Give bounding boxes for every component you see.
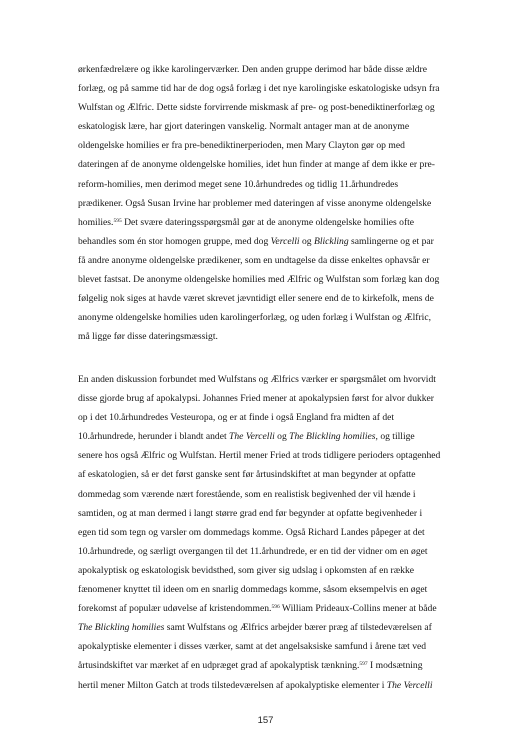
text-run: forekomst af populær udøvelse af kristendommen. xyxy=(78,603,272,615)
text-line xyxy=(78,618,476,637)
text-run: op i det 10.århundredes Vesteuropa, og er at finde i også England fra midten af det xyxy=(78,412,395,424)
text-line xyxy=(78,446,476,465)
paragraph-dating-homilies xyxy=(78,60,476,346)
text-line xyxy=(78,656,476,675)
text-line xyxy=(78,599,476,618)
text-line xyxy=(78,327,476,346)
text-run: årtusindskiftet var mærket af en udpræget grad af apokalyptisk tænkning. xyxy=(78,660,360,672)
text-run: homilies. xyxy=(78,216,114,228)
text-run: og xyxy=(299,235,314,247)
text-line xyxy=(78,79,476,98)
italic-title: Vercelli xyxy=(270,235,300,247)
text-run: eskatologisk lære, har gjort dateringen vanskelig. Normalt antager man at de anonyme xyxy=(78,121,410,133)
text-line xyxy=(78,60,476,79)
text-run: prædikener. Også Susan Irvine har problemer med dateringen af visse anonyme oldengelske xyxy=(78,197,432,209)
text-run: egen tid som tegn og varsler om dommedags komme. Også Richard Landes påpeger at det xyxy=(78,526,425,538)
text-line xyxy=(78,194,476,213)
text-run: og xyxy=(274,431,290,443)
text-run: Det svære dateringsspørgsmål gør at de anonyme oldengelske homilies ofte xyxy=(121,216,415,228)
italic-title: The Vercelli xyxy=(386,679,433,691)
paragraph-apocalypse-discussion xyxy=(78,370,476,695)
text-run: I modsætning xyxy=(367,660,423,672)
text-run: senere hos også Ælfric og Wulfstan. Hertil mener Fried at trods tidligere perioders optagenhed xyxy=(78,450,441,462)
text-run: disse gjorde brug af apokalypsi. Johannes Fried mener at apokalypsien først for alvor dukker xyxy=(78,393,434,405)
text-line xyxy=(78,580,476,599)
text-line xyxy=(78,637,476,656)
text-run: apokalyptiske elementer i disses værker, samt at det angelsaksiske samfund i årene tæt ved xyxy=(78,641,427,653)
footnote-reference: 597 xyxy=(359,661,368,668)
text-run: hertil mener Milton Gatch at trods tilstedeværelsen af apokalyptiske elementer i xyxy=(78,679,387,691)
text-run: samlingerne og et par xyxy=(348,235,434,247)
text-run: Wulfstan og Ælfric. Dette sidste forvirrende miskmask af pre- og post-benediktinerforlæg og xyxy=(78,102,435,114)
text-run: dommedag som værende nært forestående, som en realistisk begivenhed der vil hænde i xyxy=(78,488,416,500)
text-line xyxy=(78,485,476,504)
text-line xyxy=(78,270,476,289)
text-run: forlæg, og på samme tid har de dog også forlæg i det nye karolingiske eskatologiske udsyn fra xyxy=(78,83,440,95)
text-run: fænomener knyttet til ideen om en snarlig dommedags komme, såsom eksempelvis en øget xyxy=(78,584,428,596)
text-line xyxy=(78,251,476,270)
text-run: ørkenfædrelære og ikke karolingerværker. Den anden gruppe derimod har både disse ældre xyxy=(78,64,427,75)
text-run: må ligge før disse dateringsmæssigt. xyxy=(78,331,218,343)
text-run: dateringen af de anonyme oldengelske homilies, idet hun finder at mange af dem ikke er pre- xyxy=(78,159,435,171)
text-run: blevet fastsat. De anonyme oldengelske homilies med Ælfric og Wulfstan som forlæg kan dog xyxy=(78,274,440,286)
text-line xyxy=(78,370,476,389)
text-run: apokalyptisk og eskatologisk bevidsthed, som giver sig udslag i opkomsten af en række xyxy=(78,564,415,576)
text-run: William Prideaux-Collins mener at både xyxy=(279,603,437,615)
text-line xyxy=(78,155,476,174)
text-line xyxy=(78,408,476,427)
text-line xyxy=(78,427,476,446)
text-run: reform-homilies, men derimod meget sene 10.århundredes og tidlig 11.århundredes xyxy=(78,178,399,190)
text-run: behandles som én stor homogen gruppe, med dog xyxy=(78,235,271,247)
text-run: 10.århundrede, herunder i blandt andet xyxy=(78,431,230,443)
text-line xyxy=(78,117,476,136)
text-run: anonyme oldengelske homilies uden karolingerforlæg, og uden forlæg i Wulfstan og Ælfric, xyxy=(78,312,432,324)
footnote-reference: 595 xyxy=(113,217,122,224)
text-run: få andre anonyme oldengelske prædikener, som en undtagelse da disse enkeltes ophavsår er xyxy=(78,254,430,266)
footnote-reference: 596 xyxy=(271,604,280,611)
text-run: , og tillige xyxy=(375,431,415,443)
text-line xyxy=(78,389,476,408)
text-line xyxy=(78,98,476,117)
text-line xyxy=(78,523,476,542)
text-run: følgelig nok siges at havde været skrevet jævntidigt eller senere end de to kirkefolk, mens de xyxy=(78,293,434,305)
text-run: af eskatologien, så er det først ganske sent før årtusindskiftet at man begynder at opfatte xyxy=(78,469,416,481)
text-line xyxy=(78,542,476,561)
italic-title: Blickling xyxy=(313,235,349,247)
italic-title: The Blickling homilies xyxy=(78,622,165,634)
text-line xyxy=(78,289,476,308)
page-number: 157 xyxy=(257,715,274,726)
text-line xyxy=(78,561,476,580)
text-run: samtiden, og at man dermed i langt større grad end før begynder at opfatte begivenheder i xyxy=(78,507,423,519)
text-run: En anden diskussion forbundet med Wulfstans og Ælfrics værker er spørgsmålet om hvorvidt xyxy=(78,374,436,385)
text-line xyxy=(78,504,476,523)
text-run: samt Wulfstans og Ælfrics arbejder bærer præg af tilstedeværelsen af xyxy=(164,622,432,634)
text-line xyxy=(78,232,476,251)
text-line xyxy=(78,175,476,194)
text-run: 10.århundrede, og særligt overgangen til det 11.århundrede, er en tid der vidner om en øget xyxy=(78,545,428,557)
text-line xyxy=(78,465,476,484)
text-line xyxy=(78,308,476,327)
text-line xyxy=(78,676,476,695)
text-line xyxy=(78,136,476,155)
italic-title: The Blickling homilies xyxy=(289,431,376,443)
text-line xyxy=(78,213,476,232)
italic-title: The Vercelli xyxy=(229,431,275,443)
text-run: oldengelske homilies er fra pre-benediktinerperioden, men Mary Clayton gør op med xyxy=(78,140,405,152)
